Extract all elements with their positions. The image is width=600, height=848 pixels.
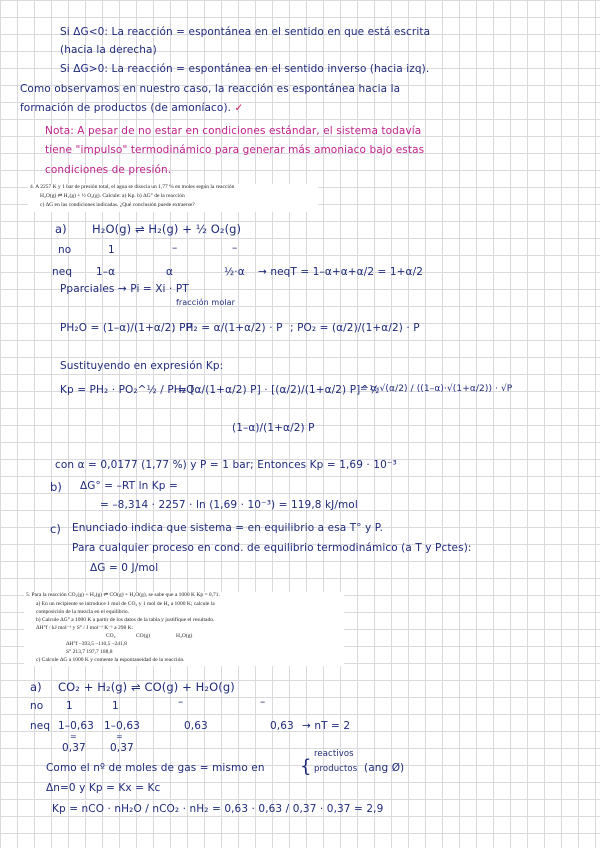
part5a-kp: Kp = nCO · nH₂O / nCO₂ · nH₂ = 0,63 · 0,63 / 0,37 · 0,37 = 2,9	[52, 803, 384, 815]
part4a-kp-lhs: Kp = PH₂ · PO₂^½ / PH₂O	[60, 384, 195, 396]
problem5-statement	[24, 592, 344, 666]
problem4-line-3: c) ΔG en las condiciones indicadas. ¿Qué conclusión puede extraerse?	[40, 202, 195, 208]
part4a-neq-label: neq	[52, 266, 73, 278]
problem5-table-header-3: H₂O(g)	[176, 633, 193, 639]
part5a-eq-mark-1: =	[70, 732, 77, 741]
part4a-neq-h2: α	[166, 266, 174, 278]
problem4-line-1: 4. A 2257 K y 1 bar de presión total, el agua se disocia un 1,77 % en moles según la reacción	[30, 184, 235, 190]
check-mark-icon: ✓	[234, 102, 244, 114]
intro-line-4: Como observamos en nuestro caso, la reacción es espontánea hacia la	[20, 83, 401, 95]
part5a-neq-co: 0,63	[184, 720, 208, 732]
part5a-angle: (ang Ø)	[364, 762, 405, 774]
part4c-line-2: Para cualquier proceso en cond. de equilibrio termodinámico (a T y Pctes):	[72, 542, 472, 554]
part4a-reaction: H₂O(g) ⇌ H₂(g) + ½ O₂(g)	[92, 222, 242, 236]
part4a-neq-total: → neqT = 1–α+α+α/2 = 1+α/2	[258, 266, 424, 278]
problem5-line-4: b) Calcule ΔG° a 1000 K a partir de los datos de la tabla y justifique el resultado.	[36, 617, 215, 623]
part4c-label: c)	[50, 522, 62, 536]
problem5-line-6: c) Calcule ΔG a 1000 K y comente la espontaneidad de la reacción.	[36, 657, 185, 663]
problem5-line-1: 5. Para la reacción CO₂(g) + H₂(g) ⇌ CO(g) + H₂O(g), se sabe que a 1000 K Kp = 0,71.	[26, 592, 220, 598]
problem5-table-header-1: CO₂	[106, 633, 116, 639]
part5a-label: a)	[30, 680, 42, 694]
intro-line-5-text: formación de productos (de amoníaco).	[20, 102, 232, 114]
intro-line-3: Si ΔG>0: La reacción = espontánea en el sentido inverso (hacia izq).	[60, 63, 430, 75]
part4b-line-2: = –8,314 · 2257 · ln (1,69 · 10⁻³) = 119,8 kJ/mol	[100, 499, 358, 511]
part4c-line-3: ΔG = 0 J/mol	[90, 562, 159, 574]
part4b-line-1: ΔG° = –RT ln Kp =	[80, 480, 178, 492]
part4a-n0-h2o: 1	[108, 244, 115, 256]
part5a-brace-top: reactivos	[314, 749, 354, 759]
part5a-deltan: Δn=0 y Kp = Kx = Kc	[46, 782, 161, 794]
part5a-n0-label: no	[30, 700, 44, 712]
part4a-with-values: con α = 0,0177 (1,77 %) y P = 1 bar; Entonces Kp = 1,69 · 10⁻³	[55, 459, 397, 471]
problem5-line-3: composición de la mezcla en el equilibrio.	[36, 609, 130, 615]
problem5-table-row-1: ΔH°f –393,5 –110,5 –241,8	[66, 641, 127, 647]
problem5-line-2: a) En un recipiente se introduce 1 mol de CO₂ y 1 mol de H₂ a 1000 K; calcule la	[36, 601, 215, 607]
part5a-neq-h2o: 0,63	[270, 720, 294, 732]
part4a-p-h2o: PH₂O = (1–α)/(1+α/2) · P	[60, 322, 193, 334]
part5a-n0-co: –	[178, 696, 184, 708]
part5a-result-h2: 0,37	[110, 742, 134, 754]
part4a-neq-h2o: 1–α	[96, 266, 116, 278]
part4a-label: a)	[55, 222, 67, 236]
part4a-p-o2: ; PO₂ = (α/2)/(1+α/2) · P	[290, 322, 420, 334]
part4a-subst: Sustituyendo en expresión Kp:	[60, 360, 224, 372]
part5a-neq-co2: 1–0,63	[58, 720, 94, 732]
note-line-3: condiciones de presión.	[45, 164, 172, 176]
part5a-comment: Como el nº de moles de gas = mismo en	[46, 762, 265, 774]
part4a-n0-o2: –	[232, 242, 238, 254]
note-line-2: tiene "impulso" termodinámico para generar más amoniaco bajo estas	[45, 144, 425, 156]
problem5-table-row-2: S° 213,7 197,7 188,8	[66, 649, 113, 655]
part4a-fraction-note: fracción molar	[176, 298, 236, 307]
intro-line-5	[20, 102, 243, 114]
part5a-brace: {	[300, 756, 312, 777]
part5a-reaction: CO₂ + H₂(g) ⇌ CO(g) + H₂O(g)	[58, 680, 235, 694]
part4a-n0-h2: –	[172, 242, 178, 254]
part4a-p-h2: ; PH₂ = α/(1+α/2) · P	[172, 322, 283, 334]
part5a-result-co2: 0,37	[62, 742, 86, 754]
part5a-n0-co2: 1	[66, 700, 73, 712]
part5a-neq-label: neq	[30, 720, 51, 732]
part4a-kp-mid2: (1–α)/(1+α/2) P	[232, 422, 315, 434]
part4b-label: b)	[50, 480, 62, 494]
part4a-kp-rhs: = α·√(α/2) / ((1–α)·√(1+α/2)) · √P	[360, 384, 513, 394]
problem4-statement	[28, 184, 318, 212]
part4a-neq-o2: ½·α	[224, 266, 245, 278]
part5a-eq-mark-2: =	[116, 732, 123, 741]
problem5-line-5: ΔH°f / kJ mol⁻¹ y S° / J mol⁻¹ K⁻¹ a 298 K:	[36, 625, 134, 631]
part5a-brace-bottom: productos	[314, 764, 358, 774]
intro-line-2: (hacia la derecha)	[60, 44, 157, 56]
part5a-n0-h2o: –	[260, 696, 266, 708]
note-line-1: Nota: A pesar de no estar en condiciones estándar, el sistema todavía	[45, 125, 422, 137]
problem4-line-2: H₂O(g) ⇌ H₂(g) + ½ O₂(g). Calcule: a) Kp. b) ΔG° de la reacción	[40, 193, 185, 199]
part5a-n0-h2: 1	[112, 700, 119, 712]
part4a-n0-label: no	[58, 244, 72, 256]
problem5-table-header-2: CO(g)	[136, 633, 151, 639]
part4c-line-1: Enunciado indica que sistema = en equilibrio a esa T° y P.	[72, 522, 384, 534]
part4a-kp-mid1: = [α/(1+α/2) P] · [(α/2)/(1+α/2) P]^½	[178, 384, 380, 396]
part5a-neq-total: → nT = 2	[302, 720, 351, 732]
part5a-neq-h2: 1–0,63	[104, 720, 140, 732]
intro-line-1: Si ΔG<0: La reacción = espontánea en el sentido en que está escrita	[60, 26, 431, 38]
part4a-partial: Pparciales → Pi = Xi · PT	[60, 283, 189, 295]
